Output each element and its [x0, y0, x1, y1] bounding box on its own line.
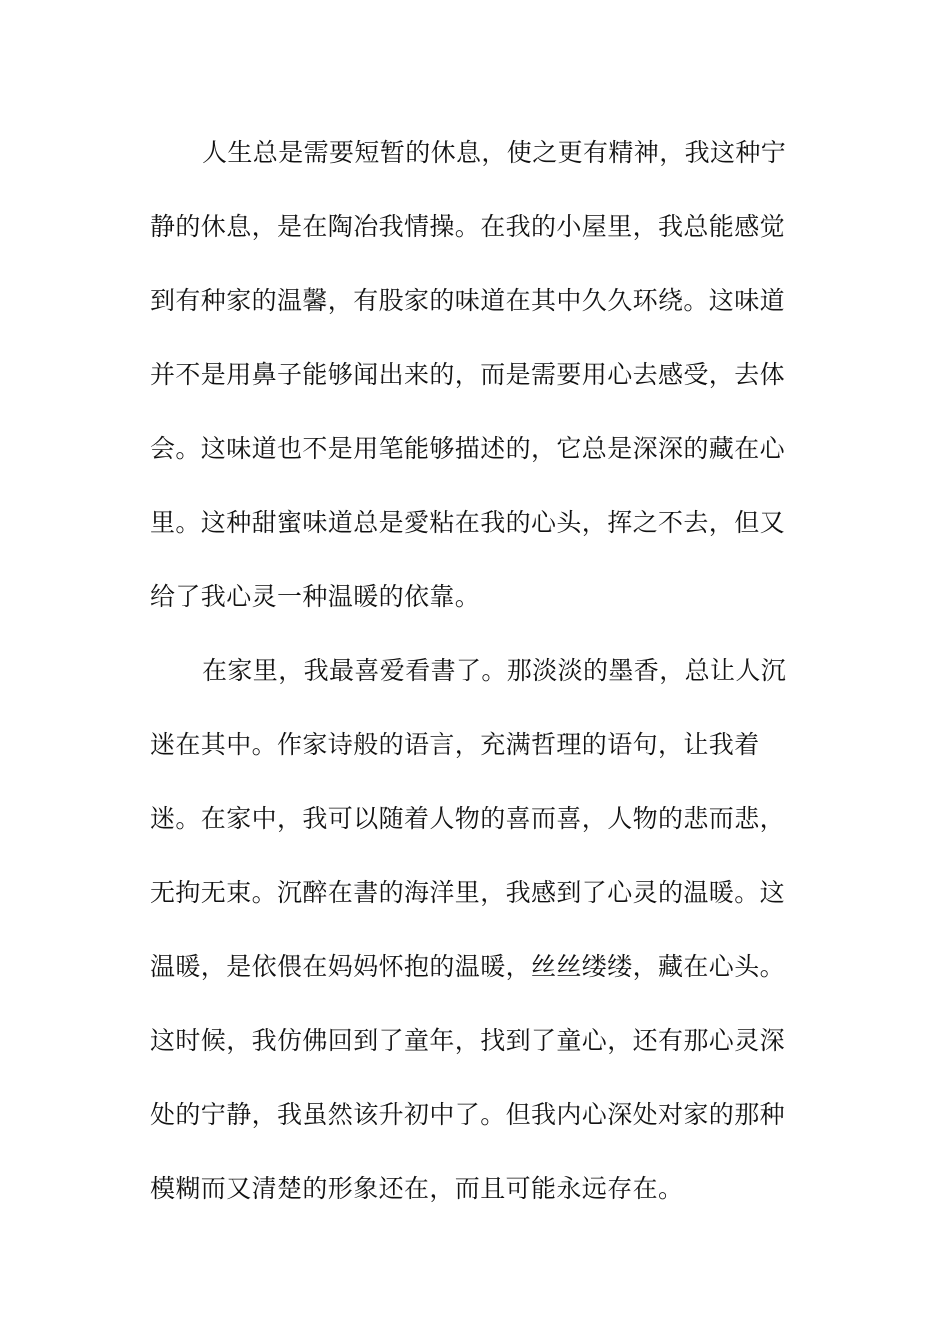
paragraph-line: 迷在其中。作家诗般的语言，充满哲理的语句，让我着 — [150, 730, 760, 759]
paragraph-line: 迷。在家中，我可以随着人物的喜而喜，人物的悲而悲， — [150, 804, 786, 833]
paragraph-line: 里。这种甜蜜味道总是愛粘在我的心头，挥之不去，但又 — [150, 508, 786, 537]
paragraph-line: 这时候，我仿佛回到了童年，找到了童心，还有那心灵深 — [150, 1026, 786, 1055]
paragraph-line: 无拘无束。沉醉在書的海洋里，我感到了心灵的温暖。这 — [150, 878, 786, 907]
paragraph-line: 处的宁静，我虽然该升初中了。但我内心深处对家的那种 — [150, 1100, 786, 1129]
paragraph-line: 温暖，是依偎在妈妈怀抱的温暖，丝丝缕缕，藏在心头。 — [150, 952, 786, 981]
paragraph-line: 静的休息，是在陶冶我情操。在我的小屋里，我总能感觉 — [150, 212, 786, 241]
document-body — [150, 121, 795, 1231]
paragraph-line: 在家里，我最喜爱看書了。那淡淡的墨香，总让人沉 — [202, 656, 787, 685]
paragraph-line: 人生总是需要短暂的休息，使之更有精神，我这种宁 — [202, 138, 787, 167]
paragraph-line: 并不是用鼻子能够闻出来的，而是需要用心去感受，去体 — [150, 360, 786, 389]
paragraph-2 — [150, 639, 795, 1231]
paragraph-line: 给了我心灵一种温暖的依靠。 — [150, 582, 481, 611]
paragraph-1 — [150, 121, 795, 639]
paragraph-line: 会。这味道也不是用笔能够描述的，它总是深深的藏在心 — [150, 434, 786, 463]
paragraph-line: 到有种家的温馨，有股家的味道在其中久久环绕。这味道 — [150, 286, 786, 315]
paragraph-line: 模糊而又清楚的形象还在，而且可能永远存在。 — [150, 1174, 684, 1203]
